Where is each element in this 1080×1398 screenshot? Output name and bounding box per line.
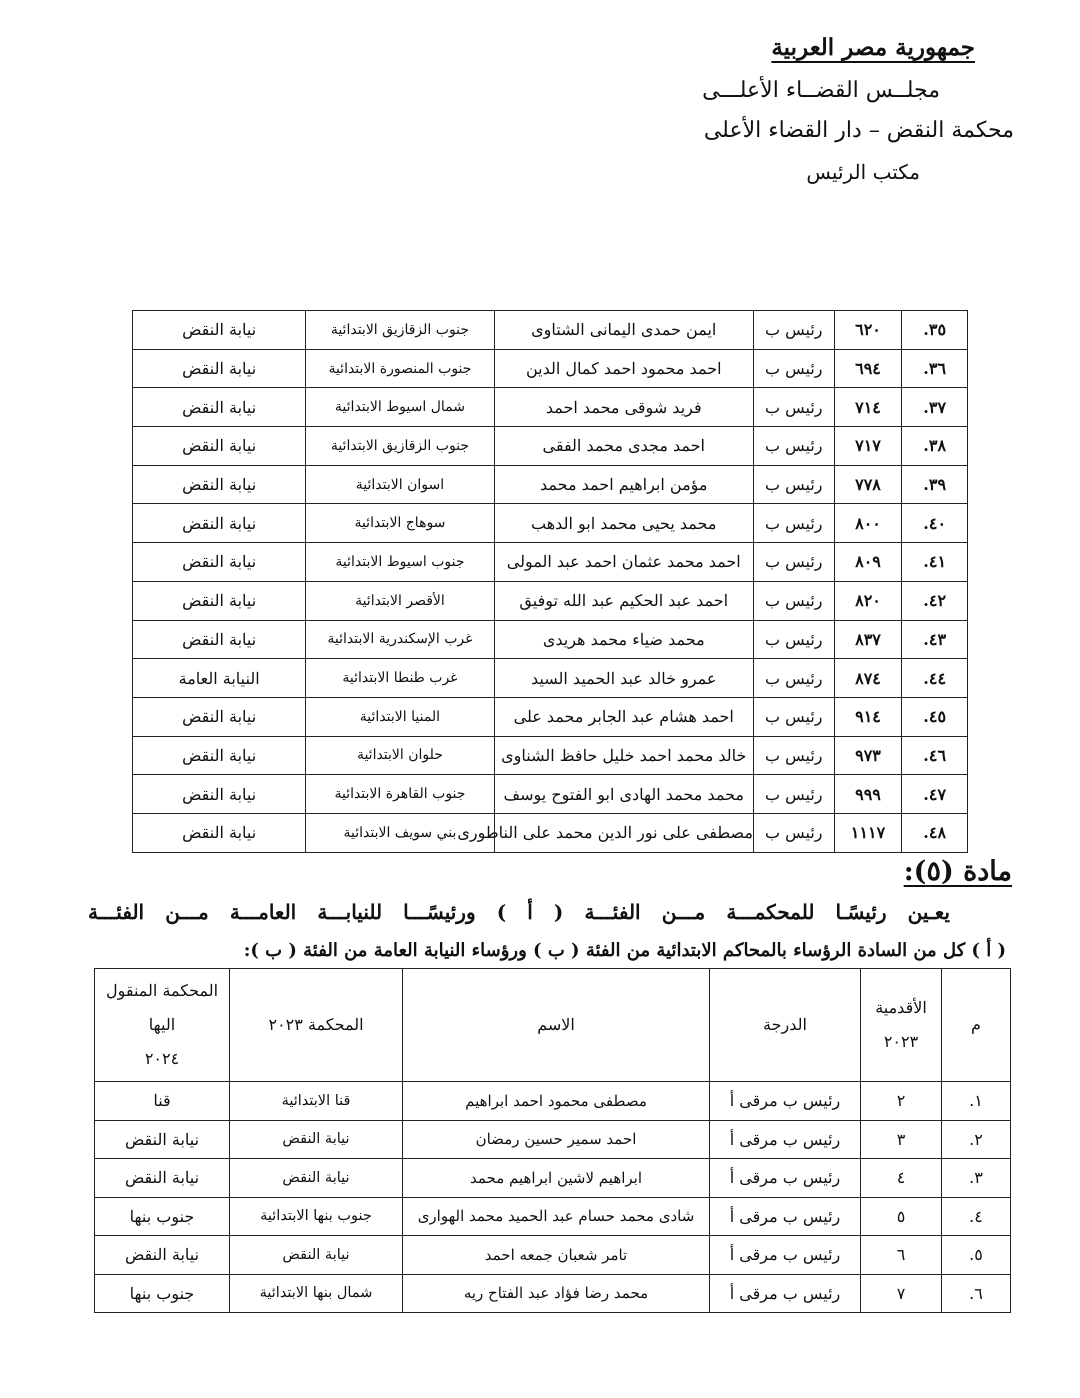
cell-seniority: ٩٩٩ <box>834 775 902 814</box>
cell-court: سوهاج الابتدائية <box>306 504 494 543</box>
table-row <box>133 465 968 504</box>
cell-grade: رئيس ب <box>753 736 834 775</box>
cell-seniority: ٨٢٠ <box>834 581 902 620</box>
cell-name: ايمن حمدى اليمانى الشتاوى <box>494 311 753 350</box>
table-row <box>133 311 968 350</box>
cell-serial: ٣٧. <box>902 388 968 427</box>
cell-grade: رئيس ب مرقى أ <box>710 1236 861 1275</box>
cell-seniority: ٩٧٣ <box>834 736 902 775</box>
cell-destination: جنوب بنها <box>95 1274 230 1313</box>
cell-seniority: ٥ <box>861 1197 942 1236</box>
cell-serial: ٢. <box>942 1120 1011 1159</box>
cell-serial: ٣٨. <box>902 427 968 466</box>
cell-grade: رئيس ب <box>753 775 834 814</box>
cell-grade: رئيس ب <box>753 349 834 388</box>
table-row <box>133 697 968 736</box>
table-row <box>133 736 968 775</box>
cell-destination: النيابة العامة <box>133 659 306 698</box>
cell-court: نيابة النقض <box>230 1159 403 1198</box>
header-office: مكتب الرئيس <box>806 160 920 184</box>
cell-seniority: ٨٠٩ <box>834 543 902 582</box>
cell-seniority: ٦٩٤ <box>834 349 902 388</box>
cell-name: مؤمن ابراهيم احمد محمد <box>494 465 753 504</box>
cell-destination: نيابة النقض <box>133 697 306 736</box>
table-row <box>95 1082 1011 1121</box>
table-row <box>95 1120 1011 1159</box>
cell-name: مصطفى على نور الدين محمد على الناطورى <box>494 813 753 852</box>
cell-court: حلوان الابتدائية <box>306 736 494 775</box>
cell-destination: نيابة النقض <box>133 349 306 388</box>
cell-seniority: ٣ <box>861 1120 942 1159</box>
cell-grade: رئيس ب <box>753 697 834 736</box>
cell-name: محمد محمد الهادى ابو الفتوح يوسف <box>494 775 753 814</box>
cell-court: الأقصر الابتدائية <box>306 581 494 620</box>
table-row <box>133 388 968 427</box>
cell-name: احمد هشام عبد الجابر محمد على <box>494 697 753 736</box>
cell-destination: نيابة النقض <box>95 1159 230 1198</box>
cell-destination: نيابة النقض <box>133 581 306 620</box>
table-row <box>95 1197 1011 1236</box>
cell-name: ابراهيم لاشين ابراهيم محمد <box>403 1159 710 1198</box>
cell-destination: نيابة النقض <box>133 311 306 350</box>
cell-serial: ٤٣. <box>902 620 968 659</box>
header-serial: م <box>942 969 1011 1082</box>
cell-serial: ٤٤. <box>902 659 968 698</box>
cell-destination: نيابة النقض <box>133 736 306 775</box>
cell-court: شمال اسيوط الابتدائية <box>306 388 494 427</box>
table-row <box>133 581 968 620</box>
header-destination-line1: المحكمة المنقول <box>105 981 219 1000</box>
cell-court: اسوان الابتدائية <box>306 465 494 504</box>
cell-grade: رئيس ب مرقى أ <box>710 1274 861 1313</box>
cell-court: قنا الابتدائية <box>230 1082 403 1121</box>
table-row <box>95 1159 1011 1198</box>
cell-name: خالد محمد احمد خليل حافظ الشناوى <box>494 736 753 775</box>
cell-serial: ٣٩. <box>902 465 968 504</box>
cell-seniority: ٧١٧ <box>834 427 902 466</box>
cell-grade: رئيس ب <box>753 465 834 504</box>
cell-name: احمد سمير حسين رمضان <box>403 1120 710 1159</box>
table-row <box>133 427 968 466</box>
cell-name: احمد عبد الحكيم عبد الله توفيق <box>494 581 753 620</box>
cell-court: جنوب الزقازيق الابتدائية <box>306 427 494 466</box>
cell-grade: رئيس ب <box>753 620 834 659</box>
cell-serial: ٦. <box>942 1274 1011 1313</box>
cell-court: شمال بنها الابتدائية <box>230 1274 403 1313</box>
cell-grade: رئيس ب مرقى أ <box>710 1159 861 1198</box>
cell-court: نيابة النقض <box>230 1120 403 1159</box>
article-title: مادة (٥): <box>903 856 1012 887</box>
cell-destination: نيابة النقض <box>133 465 306 504</box>
cell-serial: ٤٦. <box>902 736 968 775</box>
cell-serial: ٣٥. <box>902 311 968 350</box>
cell-destination: نيابة النقض <box>133 775 306 814</box>
cell-court: جنوب بنها الابتدائية <box>230 1197 403 1236</box>
cell-grade: رئيس ب <box>753 311 834 350</box>
cell-destination: نيابة النقض <box>133 813 306 852</box>
cell-destination: نيابة النقض <box>133 504 306 543</box>
cell-serial: ٤٧. <box>902 775 968 814</box>
header-destination-year: ٢٠٢٤ <box>144 1049 180 1068</box>
cell-name: محمد رضا فؤاد عبد الفتاح ريه <box>403 1274 710 1313</box>
header-seniority-label: الأقدمية <box>875 998 927 1017</box>
table-row <box>133 775 968 814</box>
table-row <box>133 659 968 698</box>
header-court: محكمة النقض – دار القضاء الأعلى <box>703 118 1014 143</box>
cell-seniority: ٦ <box>861 1236 942 1275</box>
cell-serial: ٥. <box>942 1236 1011 1275</box>
cell-serial: ١. <box>942 1082 1011 1121</box>
table-row <box>133 813 968 852</box>
header-country: جمهورية مصر العربية <box>771 34 975 61</box>
cell-seniority: ٨٧٤ <box>834 659 902 698</box>
cell-seniority: ٦٢٠ <box>834 311 902 350</box>
cell-seniority: ٢ <box>861 1082 942 1121</box>
judges-table-1 <box>132 310 968 853</box>
header-seniority <box>861 969 942 1082</box>
cell-name: محمد ضياء محمد هريدى <box>494 620 753 659</box>
cell-court: جنوب المنصورة الابتدائية <box>306 349 494 388</box>
cell-name: محمد يحيى محمد ابو الدهب <box>494 504 753 543</box>
table-row <box>95 1236 1011 1275</box>
header-destination-line2: اليها <box>148 1015 176 1034</box>
cell-grade: رئيس ب <box>753 388 834 427</box>
cell-destination: نيابة النقض <box>133 388 306 427</box>
cell-name: عمرو خالد عبد الحميد السيد <box>494 659 753 698</box>
judges-table-2 <box>94 968 1011 1313</box>
header-destination <box>95 969 230 1082</box>
cell-grade: رئيس ب <box>753 504 834 543</box>
cell-court: جنوب الزقازيق الابتدائية <box>306 311 494 350</box>
cell-seniority: ٩١٤ <box>834 697 902 736</box>
header-council: مجلــس القضــاء الأعلـــى <box>702 78 940 103</box>
cell-seniority: ٤ <box>861 1159 942 1198</box>
cell-seniority: ١١١٧ <box>834 813 902 852</box>
cell-seniority: ٧ <box>861 1274 942 1313</box>
cell-grade: رئيس ب <box>753 659 834 698</box>
cell-name: تامر شعبان جمعه احمد <box>403 1236 710 1275</box>
cell-name: احمد محمد عثمان احمد عبد المولى <box>494 543 753 582</box>
header-court: المحكمة ٢٠٢٣ <box>230 969 403 1082</box>
cell-court: المنيا الابتدائية <box>306 697 494 736</box>
table-row <box>133 349 968 388</box>
cell-court: غرب الإسكندرية الابتدائية <box>306 620 494 659</box>
article-paragraph-line2: ( أ ) كل من السادة الرؤساء بالمحاكم الابتدائية من الفئة ( ب ) ورؤساء النيابة العامة من الفئة ( ب ): <box>243 940 1006 961</box>
cell-grade: رئيس ب مرقى أ <box>710 1120 861 1159</box>
header-seniority-year: ٢٠٢٣ <box>883 1032 919 1051</box>
cell-grade: رئيس ب مرقى أ <box>710 1082 861 1121</box>
cell-serial: ٤٢. <box>902 581 968 620</box>
cell-court: نيابة النقض <box>230 1236 403 1275</box>
cell-destination: نيابة النقض <box>133 427 306 466</box>
cell-seniority: ٨٠٠ <box>834 504 902 543</box>
cell-serial: ٤٨. <box>902 813 968 852</box>
table-row <box>133 620 968 659</box>
cell-serial: ٤. <box>942 1197 1011 1236</box>
cell-seniority: ٨٣٧ <box>834 620 902 659</box>
header-name: الاسم <box>403 969 710 1082</box>
cell-name: مصطفى محمود احمد ابراهيم <box>403 1082 710 1121</box>
cell-name: شادى محمد حسام عبد الحميد محمد الهوارى <box>403 1197 710 1236</box>
cell-destination: نيابة النقض <box>133 620 306 659</box>
cell-name: احمد مجدى محمد الفقى <box>494 427 753 466</box>
cell-grade: رئيس ب مرقى أ <box>710 1197 861 1236</box>
cell-court: بني سويف الابتدائية <box>306 813 494 852</box>
cell-serial: ٤١. <box>902 543 968 582</box>
cell-court: جنوب القاهرة الابتدائية <box>306 775 494 814</box>
cell-destination: نيابة النقض <box>95 1120 230 1159</box>
cell-seniority: ٧٧٨ <box>834 465 902 504</box>
cell-grade: رئيس ب <box>753 813 834 852</box>
table-row <box>95 1274 1011 1313</box>
cell-destination: جنوب بنها <box>95 1197 230 1236</box>
table-header-row <box>95 969 1011 1082</box>
cell-serial: ٣. <box>942 1159 1011 1198</box>
table-row <box>133 543 968 582</box>
cell-serial: ٤٥. <box>902 697 968 736</box>
cell-destination: نيابة النقض <box>95 1236 230 1275</box>
cell-serial: ٣٦. <box>902 349 968 388</box>
cell-destination: نيابة النقض <box>133 543 306 582</box>
cell-grade: رئيس ب <box>753 543 834 582</box>
cell-grade: رئيس ب <box>753 427 834 466</box>
cell-destination: قنا <box>95 1082 230 1121</box>
cell-court: غرب طنطا الابتدائية <box>306 659 494 698</box>
table-row <box>133 504 968 543</box>
cell-seniority: ٧١٤ <box>834 388 902 427</box>
cell-serial: ٤٠. <box>902 504 968 543</box>
cell-grade: رئيس ب <box>753 581 834 620</box>
cell-name: فريد شوقى محمد احمد <box>494 388 753 427</box>
header-grade: الدرجة <box>710 969 861 1082</box>
cell-court: جنوب اسيوط الابتدائية <box>306 543 494 582</box>
article-paragraph-line1: يعـين رئيسًـا للمحكمـــة مـــن الفئـــة ( أ ) ورئيسًـــا للنيابـــة العامـــة مـــن الفئـــة <box>88 900 950 924</box>
cell-name: احمد محمود احمد كمال الدين <box>494 349 753 388</box>
